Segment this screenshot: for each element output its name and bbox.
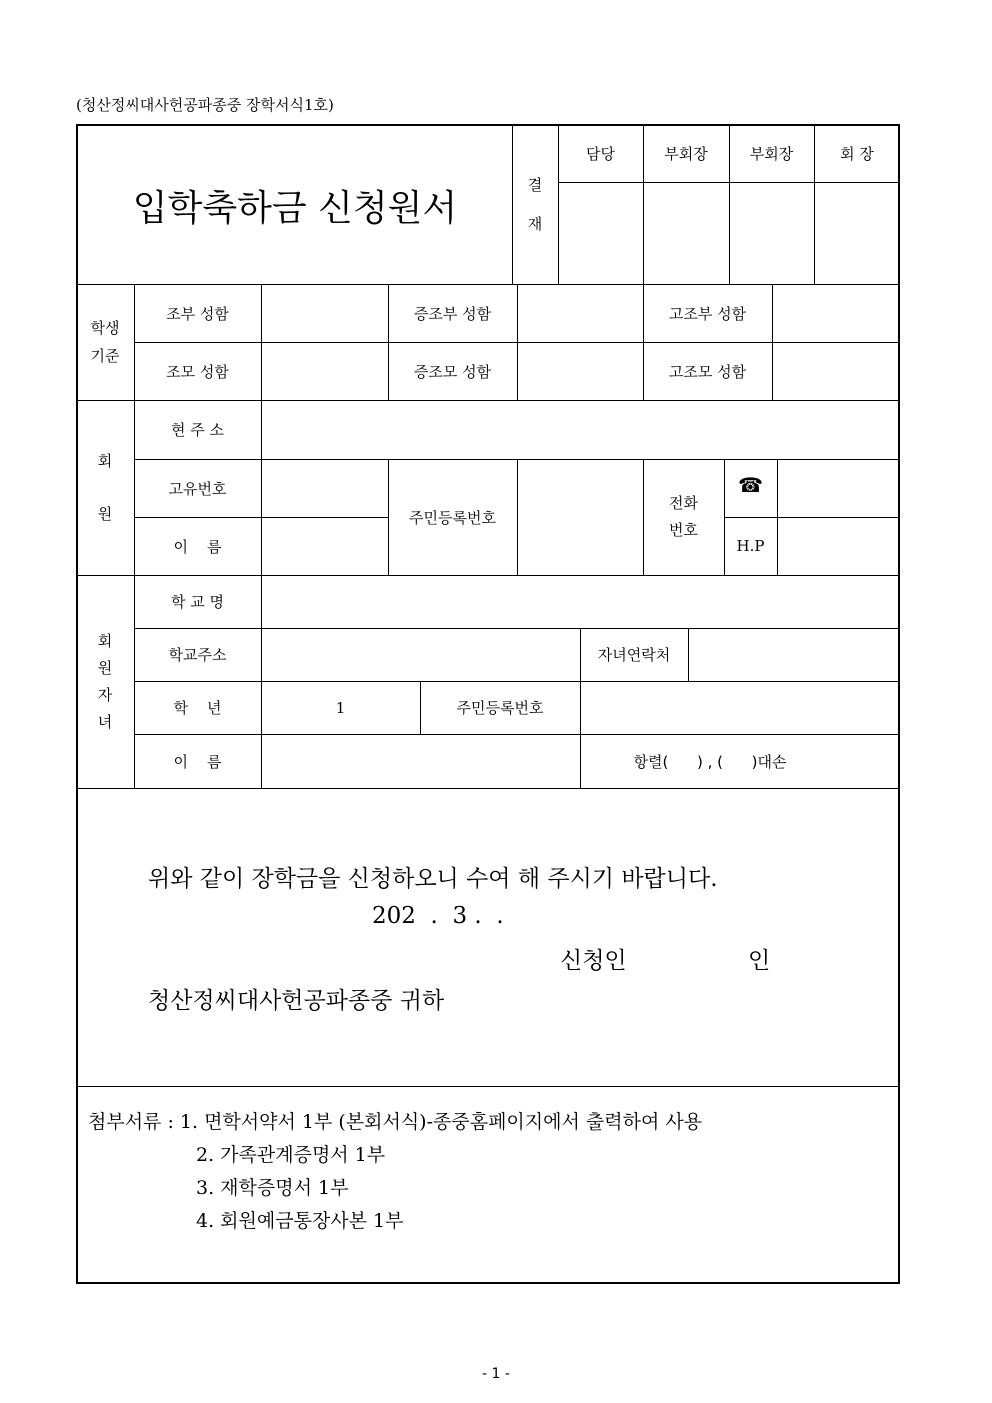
- approver-vice-president-label: 부회장: [664, 144, 708, 163]
- member-label-1: 회: [97, 452, 113, 470]
- great-great-grandmother-label: 고조모 성함: [668, 362, 747, 381]
- great-grandmother-label: 증조모 성함: [413, 362, 492, 381]
- grandmother-field[interactable]: [261, 342, 388, 400]
- basis-label-2: 기준: [90, 347, 120, 365]
- child-section-label: [76, 575, 134, 788]
- member-resident-no-label: 주민등록번호: [409, 508, 496, 527]
- divider: [76, 1086, 900, 1087]
- grandmother-label: 조모 성함: [166, 362, 229, 381]
- approval-label-2: 재: [527, 215, 543, 233]
- phone-label-1: 전화: [669, 494, 698, 512]
- member-label-2: 원: [97, 504, 113, 523]
- generation-field[interactable]: 항렬( ) , ( )대손: [633, 752, 787, 771]
- approval-label-1: 결: [527, 176, 543, 194]
- attachment-line-4: 4. 회원예금통장사본 1부: [196, 1210, 404, 1232]
- attachment-line-3: 3. 재학증명서 1부: [196, 1177, 349, 1199]
- child-resident-no-label: 주민등록번호: [456, 699, 544, 717]
- member-name-field[interactable]: [261, 517, 388, 575]
- address-label: 현 주 소: [170, 421, 224, 439]
- telephone-icon: ☎: [738, 473, 763, 497]
- child-resident-no-field[interactable]: [580, 681, 900, 734]
- approver-president-label: 회 장: [840, 144, 874, 163]
- phone-label-2: 번호: [669, 521, 698, 539]
- mobile-label: H.P: [736, 537, 765, 555]
- grade-label: 학 년: [173, 699, 222, 717]
- child-label-3: 자: [97, 685, 113, 704]
- application-statement: 위와 같이 장학금을 신청하오니 수여 해 주시기 바랍니다.: [148, 866, 718, 892]
- form-number-header: (청산정씨대사헌공파종중 장학서식1호): [76, 96, 334, 114]
- addressee: 청산정씨대사헌공파종중 귀하: [148, 988, 445, 1014]
- sign-box-vice-president[interactable]: [643, 182, 729, 284]
- sign-box-staff[interactable]: [558, 182, 643, 284]
- member-section-label: [76, 400, 134, 575]
- grandfather-field[interactable]: [261, 284, 388, 342]
- telephone-field[interactable]: [777, 459, 900, 517]
- child-name-label: 이 름: [173, 752, 222, 771]
- great-grandmother-field[interactable]: [517, 342, 643, 400]
- member-id-label: 고유번호: [168, 479, 227, 498]
- seal-mark[interactable]: 인: [748, 948, 771, 974]
- child-label-1: 회: [97, 631, 113, 650]
- school-address-label: 학교주소: [168, 646, 227, 664]
- phone-number-label: [643, 459, 724, 575]
- great-grandfather-label: 증조부 성함: [413, 304, 492, 323]
- approver-vice-president-2-label: 부회장: [749, 144, 794, 163]
- applicant-label: 신청인: [560, 948, 627, 974]
- school-address-field[interactable]: [261, 628, 580, 681]
- great-great-grandfather-field[interactable]: [772, 284, 900, 342]
- school-name-field[interactable]: [261, 575, 900, 628]
- child-label-4: 녀: [97, 712, 113, 731]
- page-number: - 1 -: [482, 1366, 510, 1382]
- child-name-field[interactable]: [261, 734, 580, 788]
- member-id-field[interactable]: [261, 459, 388, 517]
- member-resident-no-field[interactable]: [517, 459, 643, 575]
- approver-staff-label: 담당: [586, 144, 615, 163]
- great-grandfather-field[interactable]: [517, 284, 643, 342]
- address-field[interactable]: [261, 400, 900, 459]
- child-contact-label: 자녀연락처: [597, 646, 671, 664]
- grandfather-label: 조부 성함: [166, 304, 229, 323]
- child-contact-field[interactable]: [688, 628, 900, 681]
- sign-box-president[interactable]: [814, 182, 900, 284]
- basis-label-1: 학생: [90, 318, 120, 337]
- sign-box-vice-president-2[interactable]: [729, 182, 814, 284]
- form-title: 입학축하금 신청원서: [132, 187, 458, 229]
- approval-label: [512, 160, 558, 250]
- attachment-line-2: 2. 가족관계증명서 1부: [196, 1144, 386, 1166]
- application-date: 202 . 3 . .: [372, 903, 504, 929]
- great-great-grandfather-label: 고조부 성함: [668, 304, 747, 323]
- school-name-label: 학 교 명: [170, 593, 224, 611]
- member-name-label: 이 름: [173, 537, 222, 556]
- divider: [76, 788, 900, 789]
- basis-section-label: [76, 284, 134, 400]
- child-label-2: 원: [97, 658, 113, 677]
- attachment-line-1: 첨부서류 : 1. 면학서약서 1부 (본회서식)-종중홈페이지에서 출력하여 사용: [88, 1111, 703, 1133]
- mobile-field[interactable]: [777, 517, 900, 575]
- great-great-grandmother-field[interactable]: [772, 342, 900, 400]
- grade-field[interactable]: 1: [335, 698, 346, 717]
